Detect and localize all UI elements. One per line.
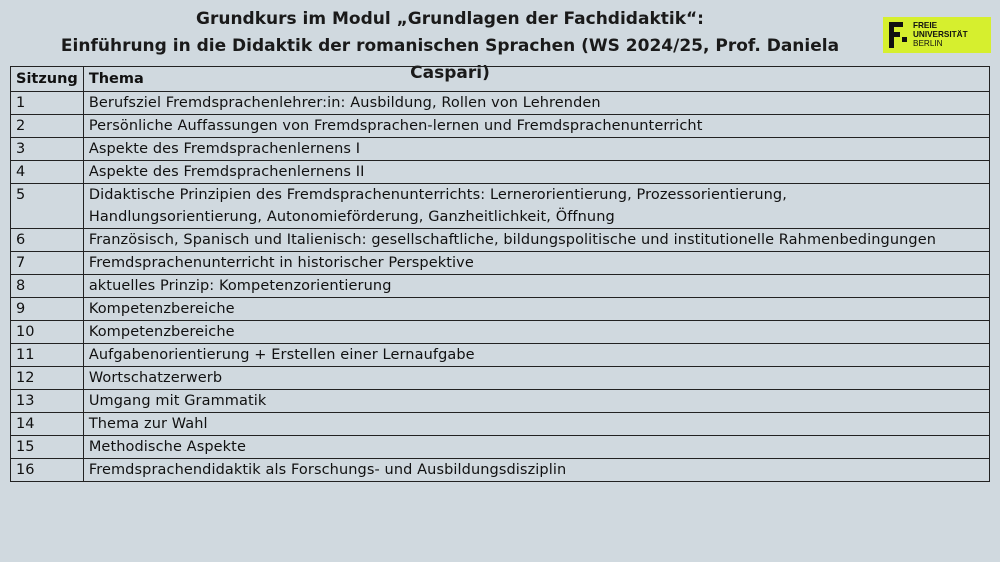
session-topic: Persönliche Auffassungen von Fremdsprachen-lernen und Fremdsprachenunterricht (83, 115, 989, 138)
session-number: 15 (11, 436, 84, 459)
table-row (11, 413, 990, 436)
session-number: 1 (11, 92, 84, 115)
logo-line-1: FREIE (913, 21, 938, 30)
session-number: 9 (11, 298, 84, 321)
table-header-row (11, 67, 990, 92)
session-number: 12 (11, 367, 84, 390)
university-logo (883, 17, 991, 53)
fu-logo-mark-icon (889, 22, 907, 48)
session-topic: Französisch, Spanisch und Italienisch: gesellschaftliche, bildungspolitische und institutionelle Rahmenbedingungen (83, 229, 989, 252)
session-number: 11 (11, 344, 84, 367)
table-row (11, 229, 990, 252)
session-topic: Wortschatzerwerb (83, 367, 989, 390)
session-table (10, 66, 990, 482)
session-number: 14 (11, 413, 84, 436)
session-topic: Kompetenzbereiche (83, 321, 989, 344)
session-number: 2 (11, 115, 84, 138)
table-row (11, 367, 990, 390)
session-number: 13 (11, 390, 84, 413)
title-line-1: Grundkurs im Modul „Grundlagen der Fachdidaktik“: (196, 9, 704, 29)
table-row (11, 138, 990, 161)
session-topic-line-2: Handlungsorientierung, Autonomieförderung, Ganzheitlichkeit, Öffnung (88, 209, 615, 225)
table-row (11, 275, 990, 298)
session-number: 4 (11, 161, 84, 184)
header-thema: Thema (83, 67, 989, 92)
session-number: 5 (11, 184, 84, 229)
header-sitzung: Sitzung (11, 67, 84, 92)
table-row (11, 92, 990, 115)
session-topic: Aspekte des Fremdsprachenlernens II (83, 161, 989, 184)
table-row (11, 321, 990, 344)
table-row (11, 436, 990, 459)
session-topic: Thema zur Wahl (83, 413, 989, 436)
session-number: 3 (11, 138, 84, 161)
table-row (11, 459, 990, 482)
logo-line-2: UNIVERSITÄT (913, 29, 968, 39)
table-row (11, 252, 990, 275)
session-topic: Aspekte des Fremdsprachenlernens I (83, 138, 989, 161)
title-line-2: Einführung in die Didaktik der romanischen Sprachen (WS 2024/25, Prof. Daniela Caspari) (60, 36, 840, 83)
session-topic-line-1: Didaktische Prinzipien des Fremdsprachenunterrichts: Lernerorientierung, Prozessorientierung, (88, 187, 787, 203)
session-number: 10 (11, 321, 84, 344)
session-topic: Umgang mit Grammatik (83, 390, 989, 413)
session-topic: Aufgabenorientierung + Erstellen einer Lernaufgabe (83, 344, 989, 367)
table-row (11, 390, 990, 413)
session-topic: aktuelles Prinzip: Kompetenzorientierung (83, 275, 989, 298)
logo-wordmark (913, 22, 968, 48)
session-topic: Berufsziel Fremdsprachenlehrer:in: Ausbildung, Rollen von Lehrenden (83, 92, 989, 115)
table-row (11, 344, 990, 367)
session-topic (83, 184, 989, 229)
session-number: 16 (11, 459, 84, 482)
table-row (11, 161, 990, 184)
session-number: 7 (11, 252, 84, 275)
table-row (11, 184, 990, 229)
table-row (11, 298, 990, 321)
session-topic: Methodische Aspekte (83, 436, 989, 459)
session-topic: Fremdsprachendidaktik als Forschungs- und Ausbildungsdisziplin (83, 459, 989, 482)
session-number: 6 (11, 229, 84, 252)
logo-line-3: BERLIN (913, 38, 943, 48)
session-topic: Fremdsprachenunterricht in historischer Perspektive (83, 252, 989, 275)
session-number: 8 (11, 275, 84, 298)
session-topic: Kompetenzbereiche (83, 298, 989, 321)
table-row (11, 115, 990, 138)
